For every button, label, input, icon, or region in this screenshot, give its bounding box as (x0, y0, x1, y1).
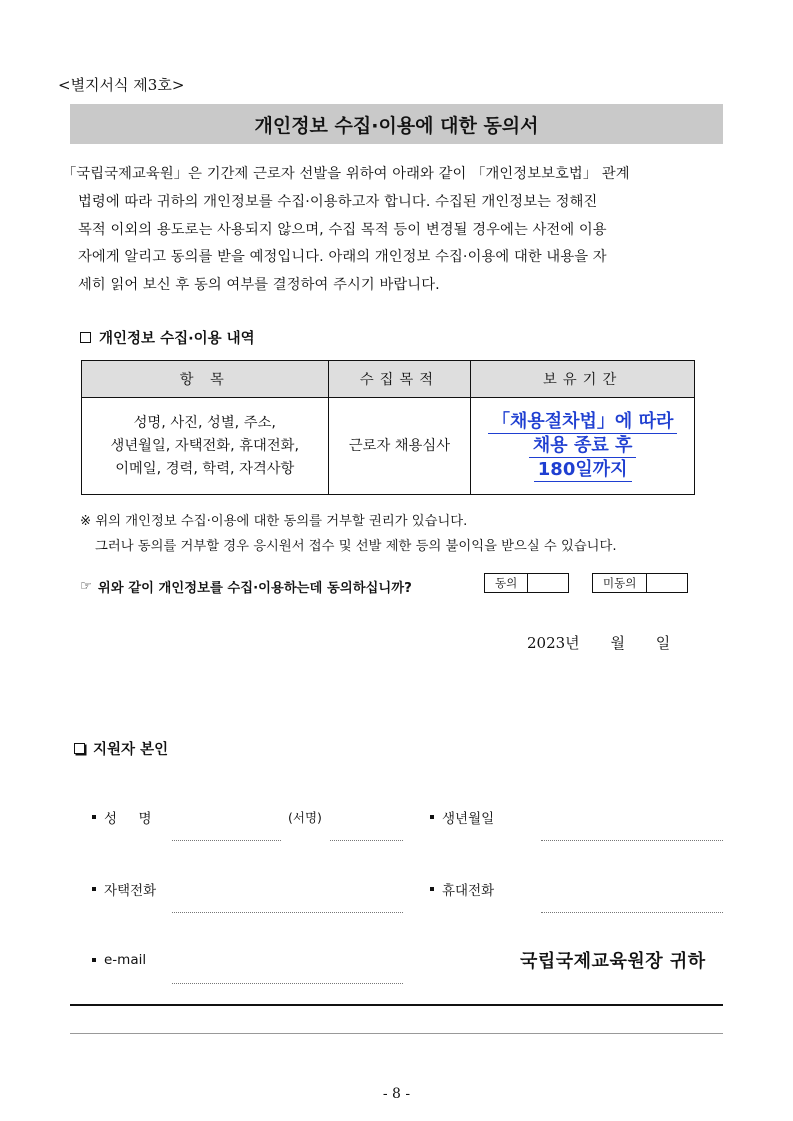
date-year: 2023년 (527, 634, 580, 652)
divider (70, 1033, 723, 1034)
notice-line: 그러나 동의를 거부할 경우 응시원서 접수 및 선발 제한 등의 불이익을 받으실 수 있습니다. (95, 539, 617, 554)
birth-date-input[interactable] (541, 840, 723, 841)
bullet-icon (92, 887, 96, 891)
home-phone-field-label (92, 879, 156, 899)
refusal-notice (80, 509, 617, 559)
notice-line: ※ 위의 개인정보 수집·이용에 대한 동의를 거부할 권리가 있습니다. (80, 514, 468, 529)
date-day: 일 (655, 634, 671, 652)
divider (70, 1004, 723, 1006)
email-input[interactable] (172, 983, 403, 984)
date-line (527, 632, 670, 653)
intro-line: 목적 이외의 용도로는 사용되지 않으며, 수집 목적 등이 변경될 경우에는 사전에 이용 (78, 221, 607, 238)
period-line: 180일까지 (534, 458, 632, 482)
intro-line: 법령에 따라 귀하의 개인정보를 수집·이용하고자 합니다. 수집된 개인정보는 정해진 (78, 193, 598, 210)
items-line: 이메일, 경력, 학력, 자격사항 (115, 460, 295, 477)
agree-label: 동의 (485, 574, 528, 592)
intro-line: 세히 읽어 보신 후 동의 여부를 결정하여 주시기 바랍니다. (78, 277, 440, 294)
form-number: <별지서식 제3호> (58, 76, 185, 94)
mobile-field-label (430, 879, 494, 899)
items-line: 성명, 사진, 성별, 주소, (133, 414, 276, 431)
date-month: 월 (610, 634, 625, 652)
addressee: 국립국제교육원장 귀하 (520, 951, 706, 972)
disagree-check-field[interactable] (647, 574, 687, 592)
mobile-phone-input[interactable] (541, 912, 723, 913)
purpose-cell: 근로자 채용심사 (328, 398, 471, 495)
section-collection-details-heading (80, 327, 255, 348)
email-label: e-mail (104, 952, 147, 968)
bullet-icon (92, 815, 96, 819)
signature-label: (서명) (288, 810, 322, 825)
bullet-icon (430, 887, 434, 891)
period-line: 채용 종료 후 (529, 434, 636, 458)
pointing-hand-icon: ☞ (80, 579, 92, 594)
items-cell (82, 398, 329, 495)
agree-checkbox[interactable] (484, 573, 569, 593)
signature-input[interactable] (330, 840, 403, 841)
agree-check-field[interactable] (528, 574, 568, 592)
consent-question-text: 위와 같이 개인정보를 수집·이용하는데 동의하십니까? (97, 581, 412, 596)
page-number: - 8 - (382, 1086, 411, 1102)
header-items: 항 목 (82, 361, 329, 398)
items-line: 생년월일, 자택전화, 휴대전화, (110, 437, 299, 454)
table-row (82, 398, 695, 495)
email-field-label (92, 952, 146, 968)
header-purpose: 수집목적 (328, 361, 471, 398)
consent-question (80, 577, 412, 596)
checkbox-square-icon (74, 743, 85, 754)
table-header-row (82, 361, 695, 398)
section-title: 개인정보 수집·이용 내역 (99, 331, 255, 347)
disagree-label: 미동의 (593, 574, 647, 592)
checkbox-square-icon (80, 332, 91, 343)
section-title: 지원자 본인 (93, 742, 169, 758)
intro-line: 자에게 알리고 동의를 받을 예정입니다. 아래의 개인정보 수집·이용에 대한 내용을 자 (78, 249, 607, 266)
intro-line: 「국립국제교육원」은 기간제 근로자 선발을 위하여 아래와 같이 「개인정보보호법」 관계 (62, 166, 630, 182)
home-phone-input[interactable] (172, 912, 403, 913)
birth-field-label (430, 807, 494, 827)
mobile-label: 휴대전화 (442, 883, 495, 899)
document-title: 개인정보 수집·이용에 대한 동의서 (70, 104, 723, 144)
bullet-icon (92, 958, 96, 962)
header-retention-period: 보유기간 (471, 361, 695, 398)
name-field-label (92, 807, 152, 827)
name-input[interactable] (172, 840, 281, 841)
name-label: 성 명 (104, 811, 152, 827)
period-cell (471, 398, 695, 495)
home-phone-label: 자택전화 (104, 883, 157, 899)
section-applicant-heading (74, 738, 168, 759)
disagree-checkbox[interactable] (592, 573, 688, 593)
collection-details-table (81, 360, 695, 495)
birth-label: 생년월일 (442, 811, 495, 827)
period-line: 「채용절차법」에 따라 (488, 410, 677, 434)
bullet-icon (430, 815, 434, 819)
intro-paragraph (62, 161, 724, 300)
